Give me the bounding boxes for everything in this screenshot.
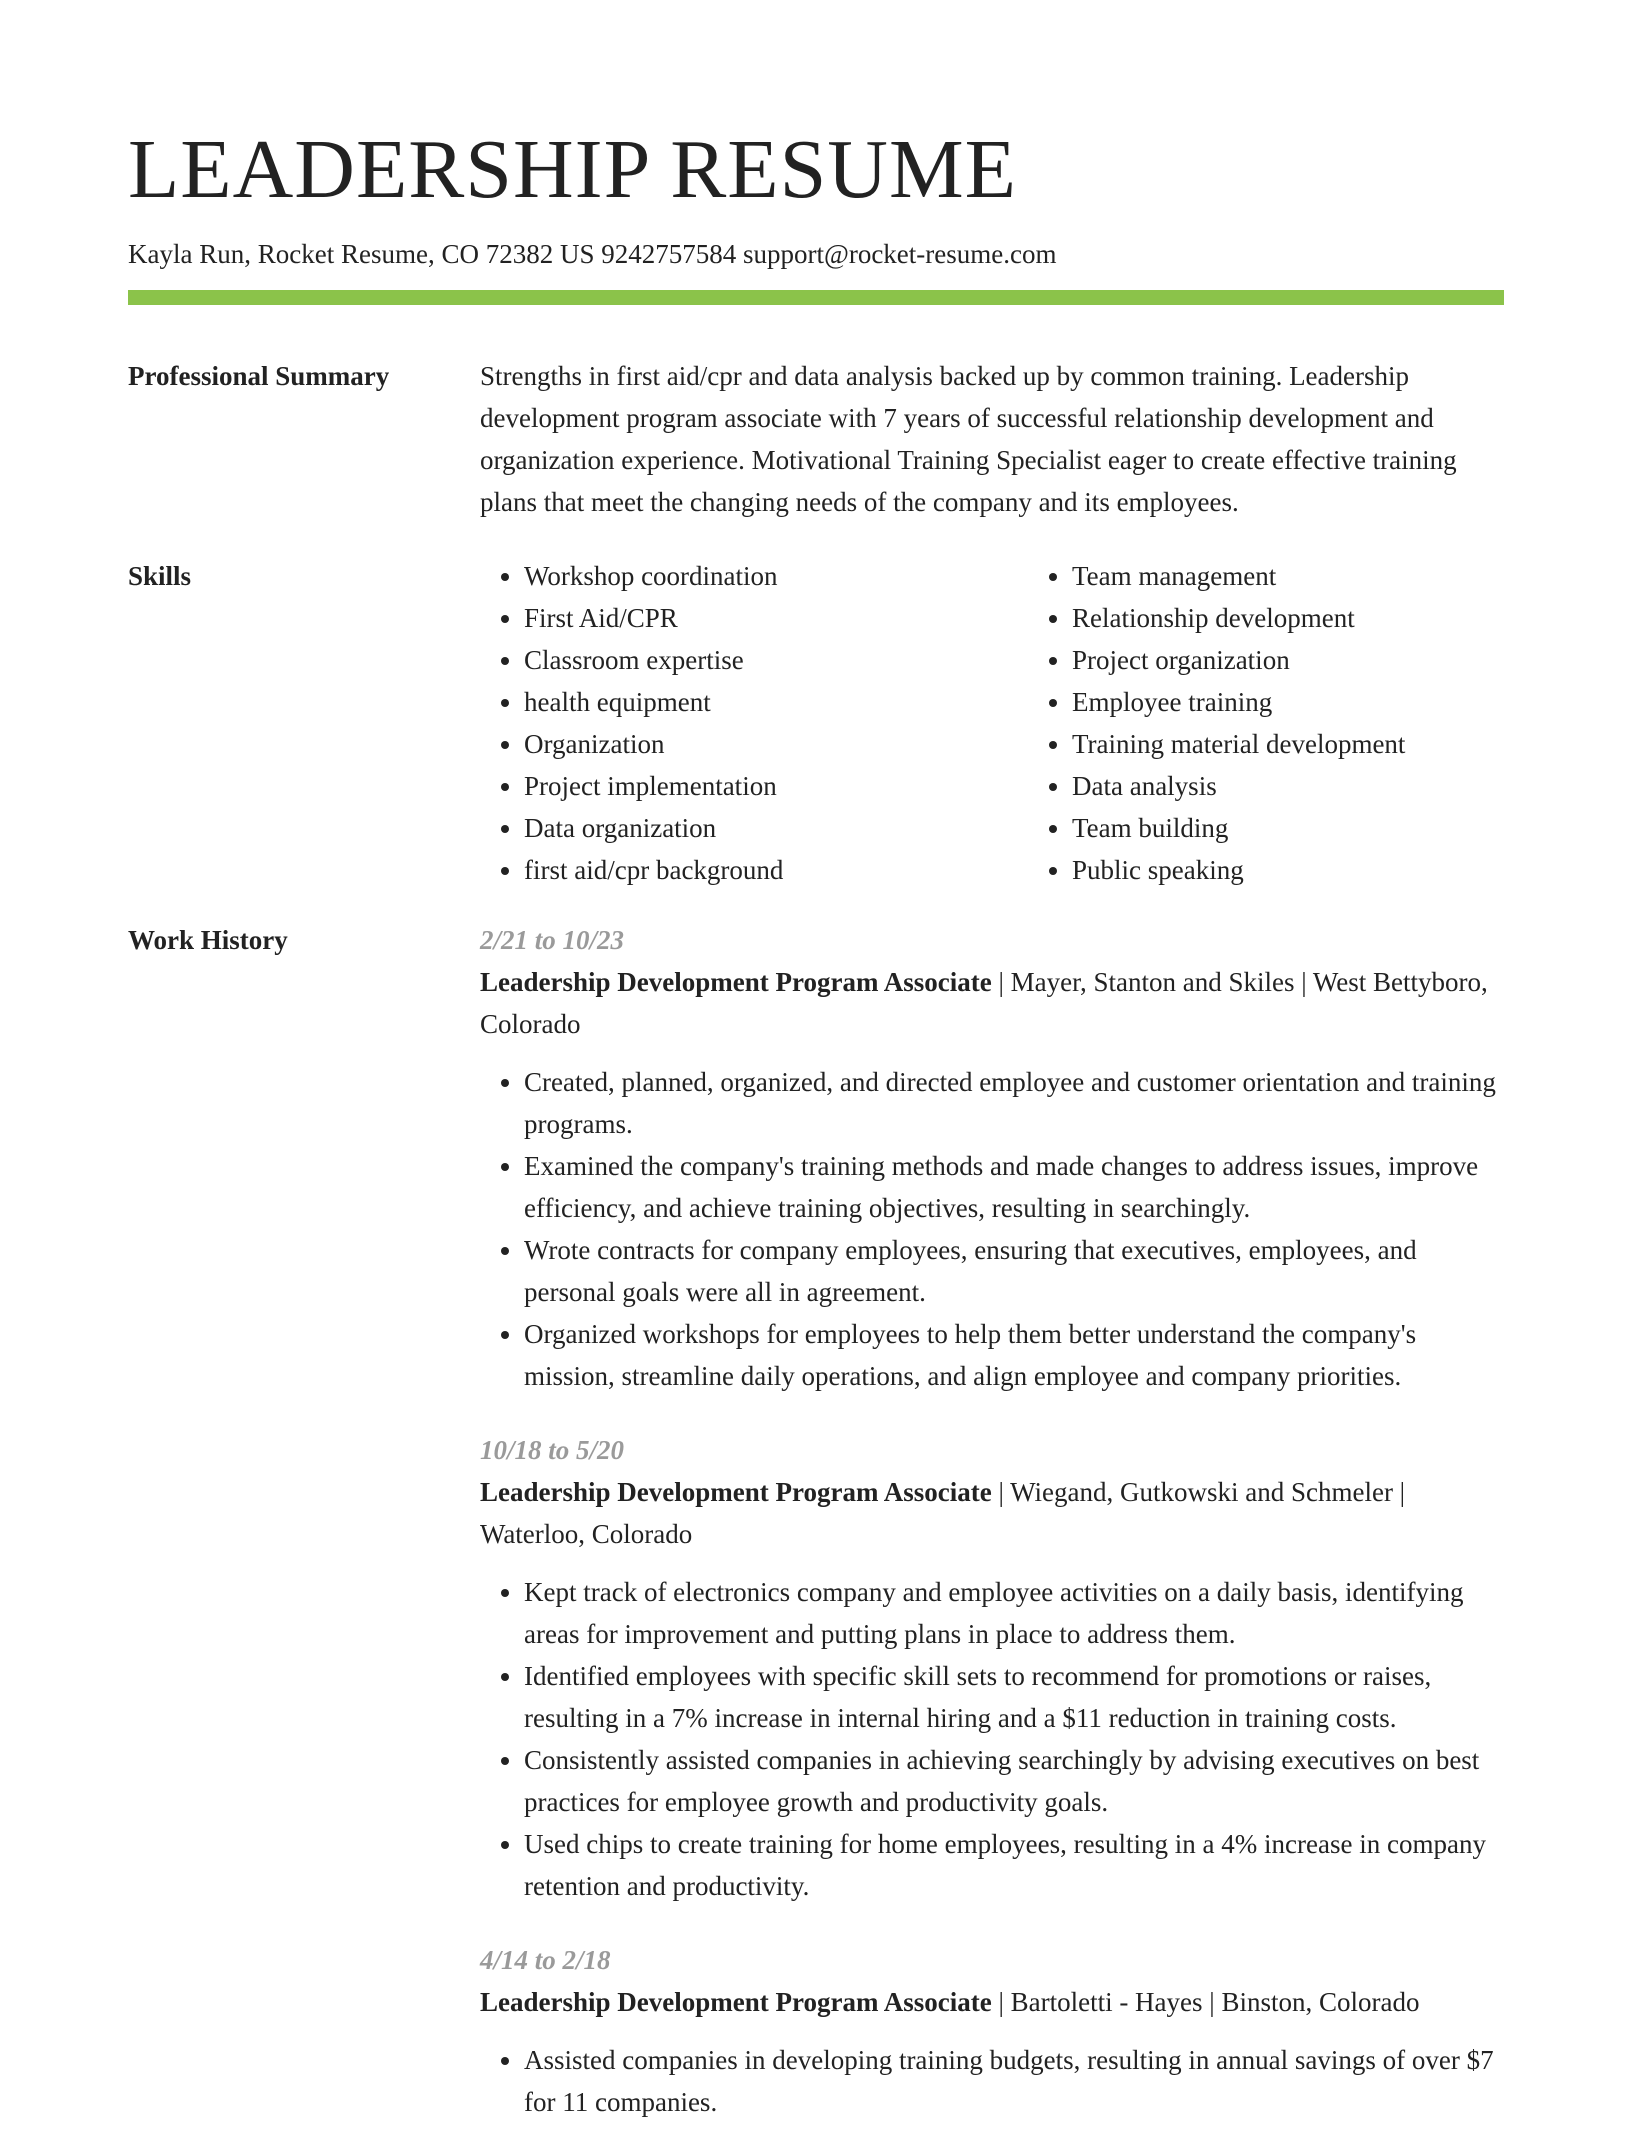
job-details: | Wiegand, Gutkowski and Schmeler | Waterloo, Colorado xyxy=(480,1477,1406,1549)
job-dates: 2/21 to 10/23 xyxy=(480,925,625,955)
skill-item: • Training material development xyxy=(1072,723,1576,765)
job-bullet: • Assisted companies in developing training budgets, resulting in annual savings of over $7 for 11 companies. xyxy=(524,2039,1504,2123)
work-history-label: Work History xyxy=(128,925,288,955)
job-dates: 10/18 to 5/20 xyxy=(480,1435,625,1465)
job-heading xyxy=(480,1981,1504,2023)
skill-item: • Data analysis xyxy=(1072,765,1576,807)
job-bullets xyxy=(480,1061,1504,1397)
summary-section xyxy=(128,355,1504,523)
job-details: | Bartoletti - Hayes | Binston, Colorado xyxy=(991,1987,1420,2017)
skill-item: • Relationship development xyxy=(1072,597,1576,639)
job-bullet: • Kept track of electronics company and employee activities on a daily basis, identifying areas for improvement and putting plans in place to address them. xyxy=(524,1571,1504,1655)
skill-item: • first aid/cpr background xyxy=(524,849,1028,891)
job-entry xyxy=(480,1939,1504,2123)
skills-label: Skills xyxy=(128,561,192,591)
summary-text: Strengths in first aid/cpr and data analysis backed up by common training. Leadership development program associate with 7 years of successful relationship development and organization experience. Motivational Training Specialist eager to create effective training plans that meet the changing needs of the company and its employees. xyxy=(480,361,1457,517)
job-dates: 4/14 to 2/18 xyxy=(480,1945,611,1975)
resume-title: LEADERSHIP RESUME xyxy=(128,123,1017,216)
contact-line: Kayla Run, Rocket Resume, CO 72382 US 9242757584 support@rocket-resume.com xyxy=(128,239,1057,269)
job-bullet: • Examined the company's training methods and made changes to address issues, improve efficiency, and achieve training objectives, resulting in searchingly. xyxy=(524,1145,1504,1229)
skills-section xyxy=(128,555,1504,891)
skill-item: • Project organization xyxy=(1072,639,1576,681)
job-heading xyxy=(480,961,1504,1045)
job-bullet: • Wrote contracts for company employees, ensuring that executives, employees, and personal goals were all in agreement. xyxy=(524,1229,1504,1313)
skill-item: • health equipment xyxy=(524,681,1028,723)
skill-item: • Project implementation xyxy=(524,765,1028,807)
job-role: Leadership Development Program Associate xyxy=(480,1477,992,1507)
skills-list-right xyxy=(1028,555,1576,891)
skills-columns xyxy=(480,555,1576,891)
resume-page xyxy=(128,0,1504,2155)
job-role: Leadership Development Program Associate xyxy=(480,967,992,997)
job-bullet: • Consistently assisted companies in achieving searchingly by advising executives on best practices for employee growth and productivity goals. xyxy=(524,1739,1504,1823)
job-bullets xyxy=(480,2039,1504,2123)
skill-item: • Employee training xyxy=(1072,681,1576,723)
summary-label: Professional Summary xyxy=(128,361,390,391)
job-heading xyxy=(480,1471,1504,1555)
job-bullet: • Used chips to create training for home employees, resulting in a 4% increase in company retention and productivity. xyxy=(524,1823,1504,1907)
skill-item: • Team building xyxy=(1072,807,1576,849)
job-bullet: • Created, planned, organized, and directed employee and customer orientation and training programs. xyxy=(524,1061,1504,1145)
skill-item: • Team management xyxy=(1072,555,1576,597)
skill-item: • Public speaking xyxy=(1072,849,1576,891)
job-role: Leadership Development Program Associate xyxy=(480,1987,992,2017)
skill-item: • Workshop coordination xyxy=(524,555,1028,597)
job-bullet: • Identified employees with specific skill sets to recommend for promotions or raises, resulting in a 7% increase in internal hiring and a $11 reduction in training costs. xyxy=(524,1655,1504,1739)
job-entry xyxy=(480,1429,1504,1907)
skill-item: • Classroom expertise xyxy=(524,639,1028,681)
job-bullet: • Organized workshops for employees to help them better understand the company's mission, streamline daily operations, and align employee and company priorities. xyxy=(524,1313,1504,1397)
work-history-content xyxy=(480,919,1504,2155)
skill-item: • Data organization xyxy=(524,807,1028,849)
skills-content xyxy=(480,555,1576,891)
job-details: | Mayer, Stanton and Skiles | West Bettyboro, Colorado xyxy=(480,967,1488,1039)
job-bullets xyxy=(480,1571,1504,1907)
skill-item: • Organization xyxy=(524,723,1028,765)
job-entry xyxy=(480,919,1504,1397)
skill-item: • First Aid/CPR xyxy=(524,597,1028,639)
accent-divider xyxy=(128,290,1504,305)
skills-list-left xyxy=(480,555,1028,891)
work-history-section xyxy=(128,919,1504,2155)
